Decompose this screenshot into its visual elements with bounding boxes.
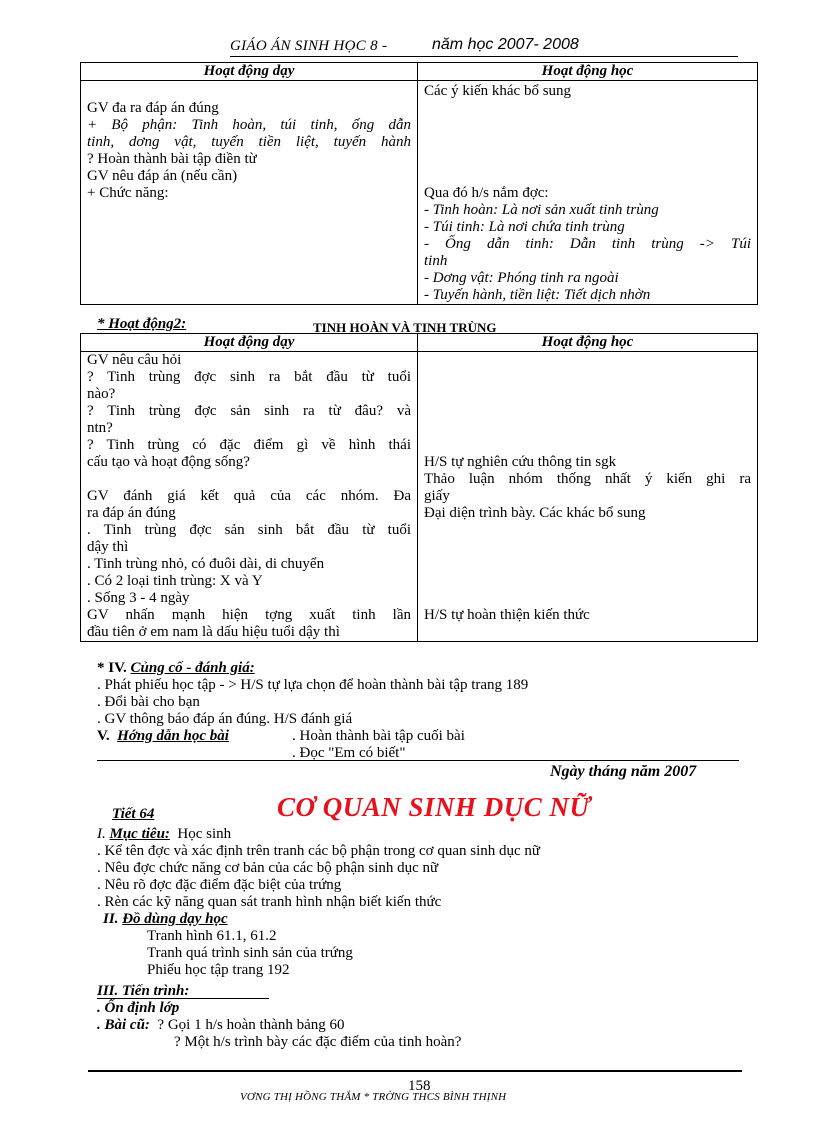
lesson-number: Tiết 64 — [112, 806, 155, 822]
table2-right-cell — [418, 352, 758, 642]
table1-right-line: - Tuyến hành, tiền liệt: Tiết dịch nhờn — [424, 287, 651, 303]
table1-right-line: - Tinh hoàn: Là nơi sản xuất tinh trùng — [424, 202, 659, 218]
table2-col-left: Hoạt động dạy — [81, 334, 418, 352]
activity-table-2 — [80, 333, 758, 642]
table2-left-line: ? Tinh trùng đợc sản sinh ra từ đâu? và — [87, 403, 411, 419]
table1-col-left: Hoạt động dạy — [81, 63, 418, 81]
table1-right-line: - Dơng vật: Phóng tinh ra ngoài — [424, 270, 619, 286]
table2-right-line: Đại diện trình bày. Các khác bổ sung — [424, 505, 646, 521]
table2-left-line: . Tinh trùng đợc sản sinh bắt đầu từ tuổi — [87, 522, 411, 538]
table1-left-line: GV nêu đáp án (nếu cần) — [87, 168, 238, 184]
section4-body — [97, 677, 757, 728]
objectives-heading: I. Mục tiêu: Học sinh — [97, 826, 232, 842]
procedure-underline — [97, 998, 269, 999]
table1-right-line: Các ý kiến khác bổ sung — [424, 83, 572, 99]
table2-right-line: giấy — [424, 488, 450, 504]
old-lesson-q2: ? Một h/s trình bày các đặc điểm của tinh hoàn? — [174, 1034, 462, 1050]
table1-right-cell — [418, 81, 758, 305]
activity2-title: TINH HOÀN VÀ TINH TRÙNG — [313, 320, 497, 335]
table2-left-line: . Sống 3 - 4 ngày — [87, 590, 190, 606]
divider — [97, 760, 739, 761]
table2-left-line: . Tinh trùng nhỏ, có đuôi dài, di chuyển — [87, 556, 325, 572]
table2-left-line: cấu tạo và hoạt động sống? — [87, 454, 250, 470]
table2-left-line: GV nhấn mạnh hiện tợng xuất tinh lần — [87, 607, 411, 623]
table1-left-line: + Chức năng: — [87, 185, 169, 201]
table2-left-line: GV đánh giá kết quả của các nhóm. Đa — [87, 488, 411, 504]
section4-heading: * IV. Củng cố - đánh giá: — [97, 660, 255, 676]
lesson-title: CƠ QUAN SINH DỤC NỮ — [277, 792, 591, 822]
table1-left-line: GV đa ra đáp án đúng — [87, 100, 219, 116]
procedure-heading: III. Tiến trình: — [97, 983, 190, 999]
table2-right-line: Thảo luận nhóm thống nhất ý kiến ghi ra — [424, 471, 751, 487]
stabilize-class: . Ổn định lớp — [97, 1000, 180, 1016]
table2-right-line: H/S tự hoàn thiện kiến thức — [424, 607, 590, 623]
section4-line: . Đổi bài cho bạn — [97, 694, 200, 710]
table1-left-line: ? Hoàn thành bài tập điền từ — [87, 151, 257, 167]
table2-left-line: dậy thì — [87, 539, 129, 555]
section4-line: . Phát phiếu học tập - > H/S tự lựa chọn để hoàn thành bài tập trang 189 — [97, 677, 529, 693]
table1-right-line: Qua đó h/s nắm đợc: — [424, 185, 549, 201]
activity-table-1 — [80, 62, 758, 305]
footer-rule — [88, 1070, 742, 1072]
table2-left-line: đầu tiên ở em nam là dấu hiệu tuổi dậy thì — [87, 624, 340, 640]
footer-text: VƠNG THỊ HỒNG THẮM * TRỜNG THCS BÌNH THỊNH — [240, 1091, 507, 1103]
table2-right-line: H/S tự nghiên cứu thông tin sgk — [424, 454, 617, 470]
section5-heading: V. Hớng dẫn học bài — [97, 728, 229, 744]
objective-line: . Rèn các kỹ năng quan sát tranh hình nhận biết kiến thức — [97, 894, 442, 910]
table2-left-cell — [81, 352, 418, 642]
header-right: năm học 2007- 2008 — [432, 36, 579, 53]
objective-line: . Nêu đợc chức năng cơ bản của các bộ phận sinh dục nữ — [97, 860, 439, 876]
old-lesson: . Bài cũ: ? Gọi 1 h/s hoàn thành bảng 60 — [97, 1017, 345, 1033]
table1-right-line: - Ống dẫn tinh: Dẫn tinh trùng -> Túi — [424, 236, 751, 252]
table1-left-cell — [81, 81, 418, 305]
materials-heading: II. Đồ dùng dạy học — [103, 911, 228, 927]
materials-body — [147, 928, 353, 979]
objective-line: . Kể tên đợc và xác định trên tranh các bộ phận trong cơ quan sinh dục nữ — [97, 843, 541, 859]
table2-left-line: ra đáp án đúng — [87, 505, 176, 521]
table2-col-right: Hoạt động học — [418, 334, 758, 352]
page-number: 158 — [408, 1078, 431, 1094]
material-line: Tranh quá trình sinh sản của trứng — [147, 945, 353, 961]
table2-left-line: ? Tinh trùng có đặc điểm gì về hình thái — [87, 437, 411, 453]
activity2-label: * Hoạt động2: — [97, 316, 187, 332]
table1-left-line: + Bộ phận: Tinh hoàn, túi tinh, ống dẫn — [87, 117, 411, 133]
table1-col-right: Hoạt động học — [418, 63, 758, 81]
section5-body — [292, 728, 465, 762]
date: Ngày tháng năm 2007 — [550, 763, 697, 780]
table1-right-line: - Túi tinh: Là nơi chứa tinh trùng — [424, 219, 625, 235]
material-line: Tranh hình 61.1, 61.2 — [147, 928, 277, 944]
header-rule — [230, 56, 738, 57]
objective-line: . Nêu rõ đợc đặc điểm đặc biệt của trứng — [97, 877, 342, 893]
table2-left-line: nào? — [87, 386, 116, 402]
objectives-body — [97, 843, 757, 911]
table1-left-line: tinh, dơng vật, tuyến tiền liệt, tuyến hành — [87, 134, 411, 150]
section4-line: . GV thông báo đáp án đúng. H/S đánh giá — [97, 711, 353, 727]
table2-left-line: ? Tinh trùng đợc sinh ra bắt đầu từ tuổi — [87, 369, 411, 385]
table1-right-line: tinh — [424, 253, 448, 269]
header-left: GIÁO ÁN SINH HỌC 8 - — [230, 38, 388, 54]
table2-left-line: . Có 2 loại tinh trùng: X và Y — [87, 573, 263, 589]
table2-left-line: GV nêu câu hỏi — [87, 352, 182, 368]
table2-left-line: ntn? — [87, 420, 113, 436]
section5-line: . Hoàn thành bài tập cuối bài — [292, 728, 465, 744]
material-line: Phiếu học tập trang 192 — [147, 962, 290, 978]
section5-line: . Đọc "Em có biết" — [292, 745, 406, 761]
